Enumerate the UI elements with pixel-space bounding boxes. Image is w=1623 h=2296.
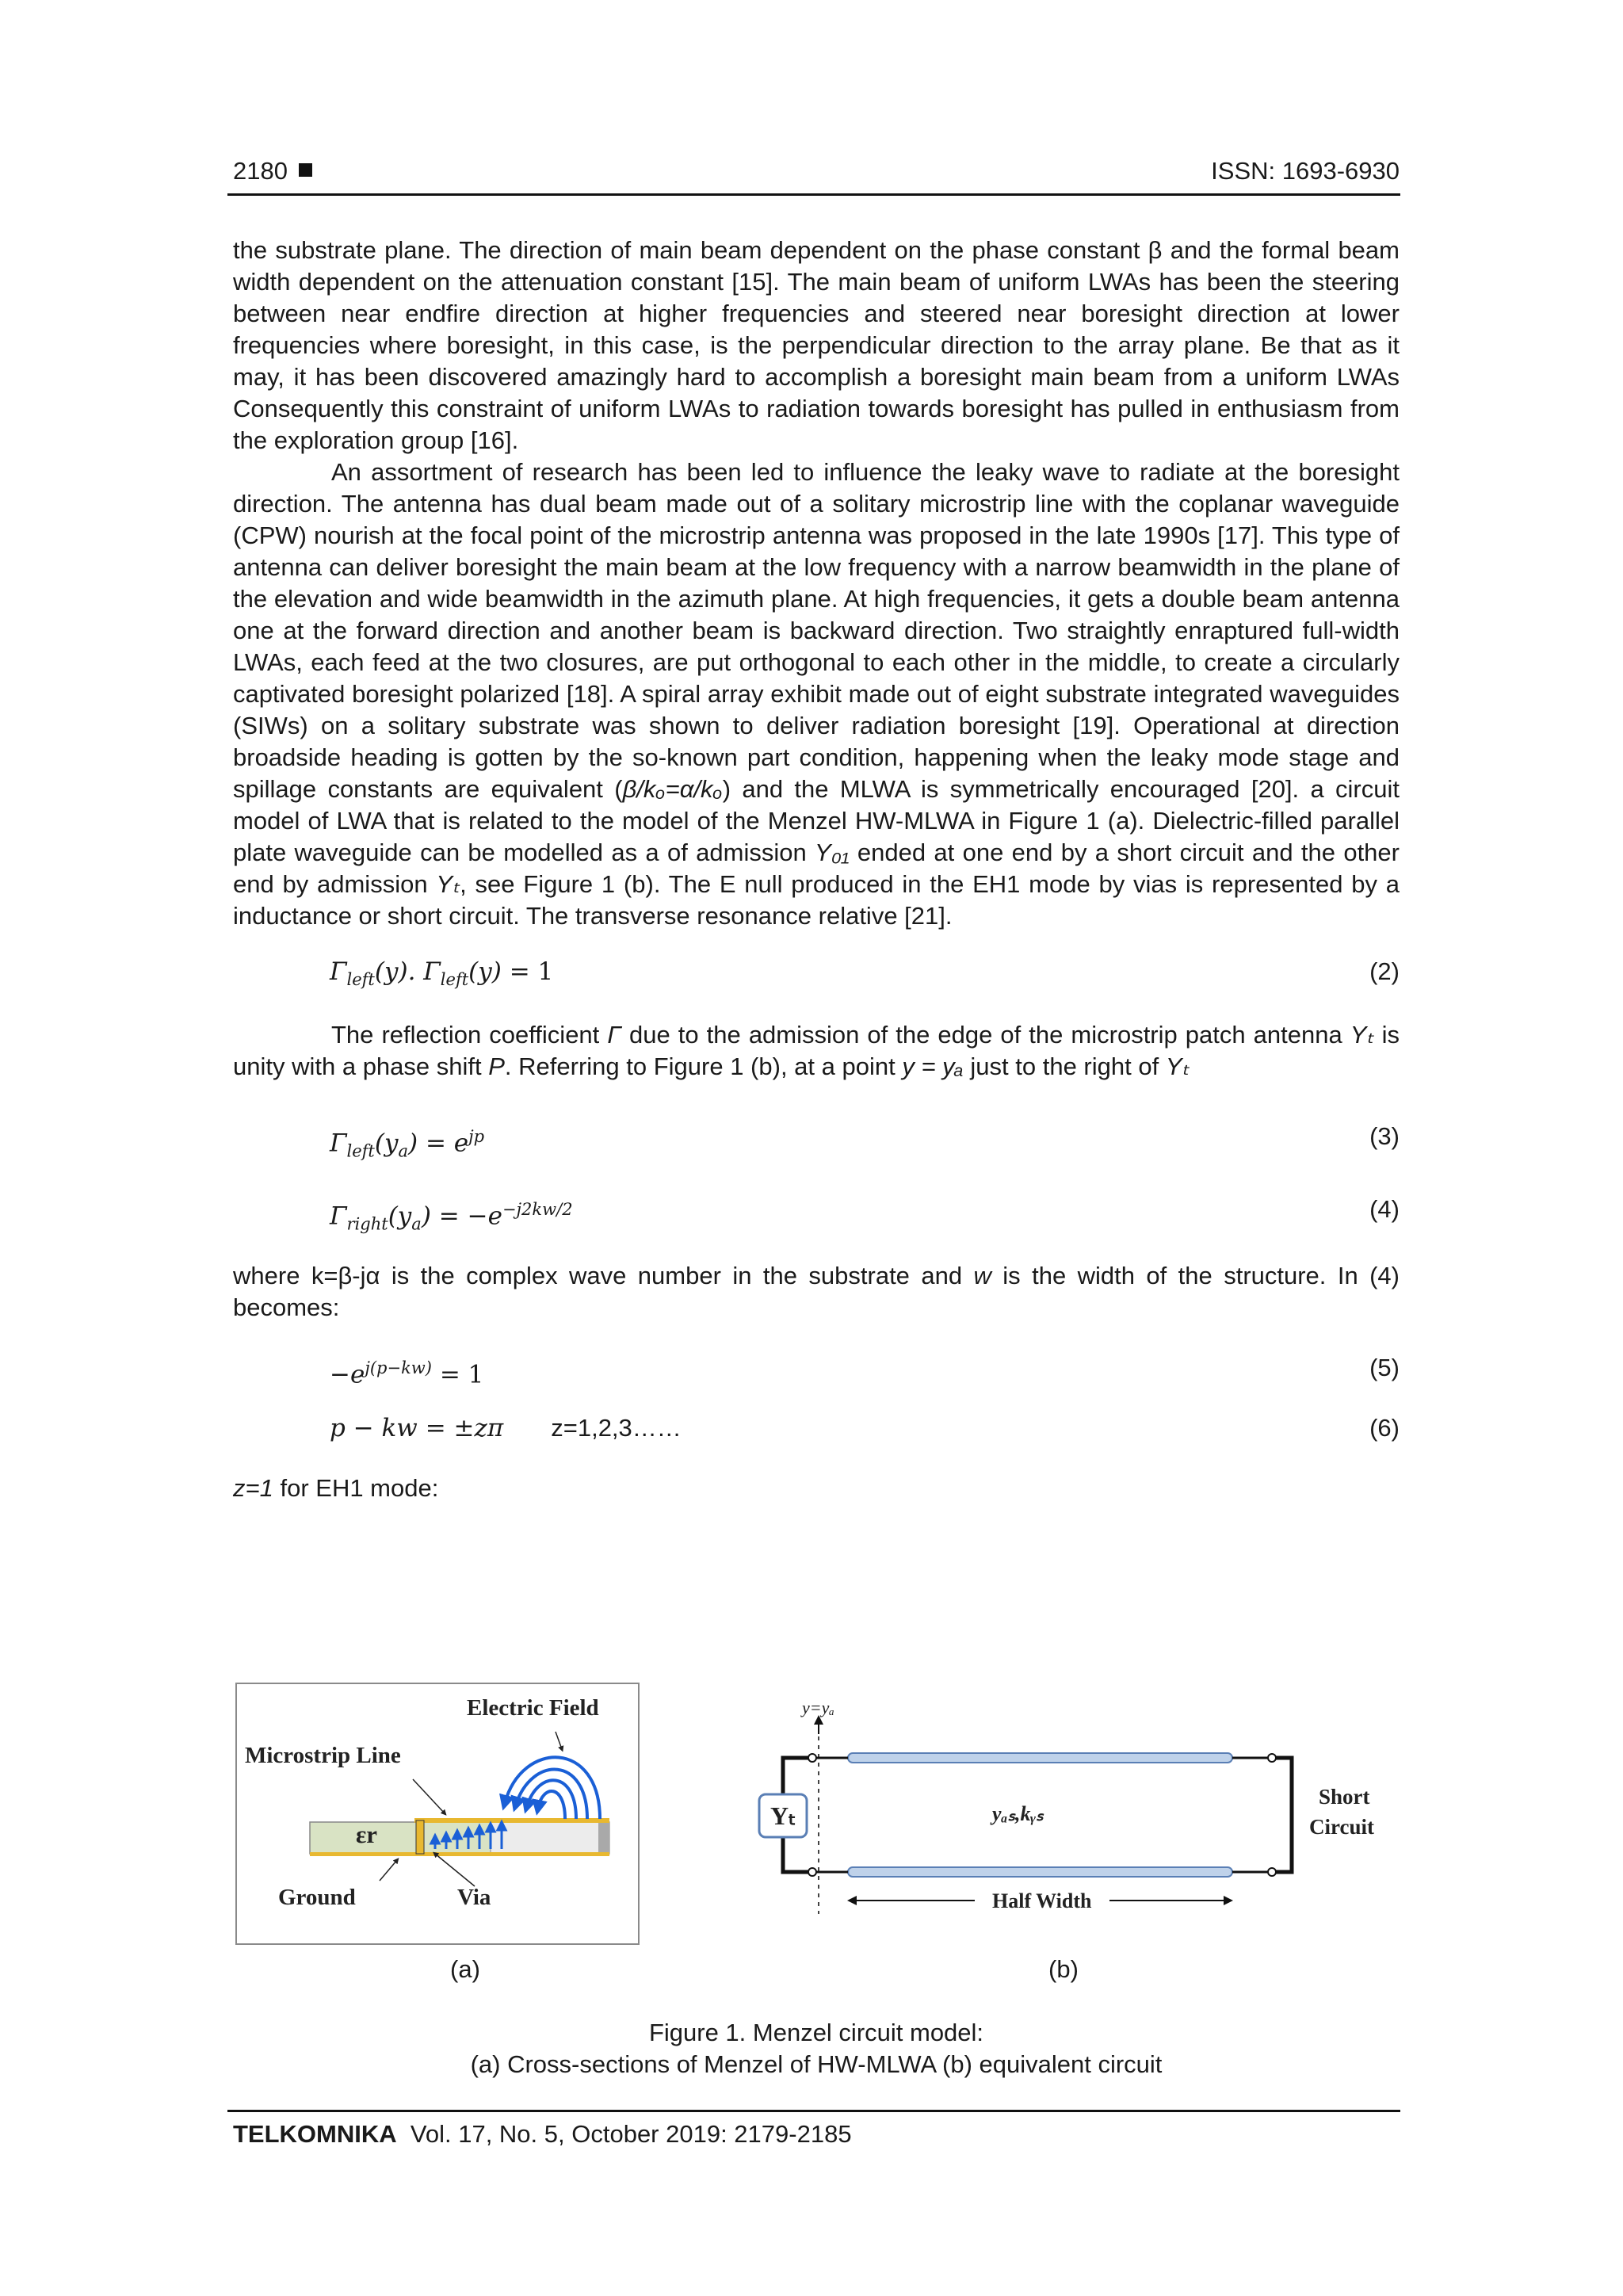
paragraph-4 <box>233 1260 1400 1324</box>
label-pointers <box>380 1732 562 1886</box>
equation-6-range: z=1,2,3…… <box>551 1414 682 1442</box>
equation-3-expression: $\Gamma_{left}(y_a) = e^{jp}$ <box>330 1127 485 1161</box>
p3-text-c: is unity with a phase shift <box>233 1021 1400 1080</box>
label-short: Short <box>1319 1785 1370 1809</box>
journal-details: Vol. 17, No. 5, October 2019: 2179-2185 <box>410 2120 852 2148</box>
paragraph-1 <box>233 235 1400 457</box>
equation-6-number: (6) <box>1369 1414 1400 1442</box>
label-epsilon: εr <box>356 1820 378 1848</box>
substrate-right <box>491 1822 609 1854</box>
header-rule <box>227 193 1400 196</box>
equation-3-number: (3) <box>1369 1122 1400 1150</box>
label-microstrip-line: Microstrip Line <box>245 1743 401 1768</box>
paragraph-1-text: the substrate plane. The direction of main beam dependent on the phase constant β and the formal beam width dependent on the attenuation constant [15]. The main beam of uniform LWAs has been the steering between near endfire direction at higher frequencies and steered near boresight direction at lower frequencies where boresight, in this case, is the perpendicular direction to the array plane. Be that as it may, it has been discovered amazingly hard to accomplish a boresight main beam from a uniform LWAs Consequently this constraint of uniform LWAs to radiation towards boresight has pulled in enthusiasm from the exploration group [16]. <box>233 236 1400 454</box>
equation-2 <box>233 956 1400 988</box>
paragraph-3 <box>233 1019 1400 1083</box>
paragraph-5 <box>233 1473 1400 1504</box>
bottom-plate <box>848 1867 1232 1877</box>
label-center: yₐₛ,kᵧₛ <box>992 1802 1044 1825</box>
label-via: Via <box>457 1885 491 1910</box>
p3-text-e: just to the right of <box>963 1052 1166 1080</box>
paragraph-2 <box>233 457 1400 932</box>
body-text <box>233 235 1400 1504</box>
ground-plane <box>310 1852 609 1856</box>
equation-4-number: (4) <box>1369 1195 1400 1223</box>
equation-5-expression: $-e^{j(p-kw)} = 1$ <box>330 1358 484 1389</box>
label-half-width: Half Width <box>992 1889 1092 1912</box>
p2-text-d: , see Figure 1 (b). The E null produced in the EH1 mode by vias is represented by a inductance or short circuit. The transverse resonance relative [21]. <box>233 870 1400 930</box>
p3-text-a: The reflection coefficient <box>331 1021 608 1049</box>
equation-5 <box>233 1352 1400 1389</box>
equation-2-number: (2) <box>1369 957 1400 985</box>
substrate <box>310 1822 494 1854</box>
p2-text-b: ) and the MLWA is symmetrically encouraged [20]. a circuit model of LWA that is related to the model of the Menzel HW-MLWA in Figure 1 (a). Dielectric-filled parallel plate waveguide can be modelled as a of admission <box>233 775 1400 866</box>
p3-yt: Yₜ <box>1350 1021 1374 1049</box>
p5-z: z=1 <box>233 1474 273 1502</box>
journal-name: TELKOMNIKA <box>233 2120 397 2148</box>
issn: ISSN: 1693-6930 <box>1211 157 1400 185</box>
equation-4 <box>233 1194 1400 1234</box>
p3-text-b: due to the admission of the edge of the microstrip patch antenna <box>621 1021 1350 1049</box>
p3-p: P <box>488 1052 505 1080</box>
p3-text-d: . Referring to Figure 1 (b), at a point <box>504 1052 903 1080</box>
equation-2-expression: $\Gamma_{left}(y)$. $\Gamma_{left}(y) = 1$ <box>330 957 554 990</box>
radiating-field-arcs <box>505 1757 600 1819</box>
label-yt: Yₜ <box>770 1801 796 1830</box>
p2-text-a: An assortment of research has been led to influence the leaky wave to radiate at the boresight direction. The antenna has dual beam made out of a solitary microstrip line with the coplanar waveguide (CPW) nourish at the focal point of the microstrip antenna was proposed in the late 1990s [17]. This type of antenna can deliver boresight the main beam at the low frequency with a narrow beamwidth in the plane of the elevation and wide beamwidth in the azimuth plane. At high frequencies, it gets a double beam antenna one at the forward direction and another beam is backward direction. Two straightly enraptured full-width LWAs, each feed at the two closures, are put orthogonal to each other in the middle, to create a circularly captivated boresight polarized [18]. A spiral array exhibit made out of eight substrate integrated waveguides (SIWs) on a solitary substrate was shown to deliver radiation boresight [19]. Operational at direction broadside heading is gotten by the so-known part condition, happening when the leaky mode stage and spillage constants are equivalent ( <box>233 458 1400 803</box>
p4-text-a: where k=β-jα is the complex wave number in the substrate and <box>233 1262 974 1289</box>
page-number-group <box>233 155 312 187</box>
p2-y01: Y₀₁ <box>815 839 850 866</box>
page-number: 2180 <box>233 157 288 185</box>
label-ground: Ground <box>278 1885 356 1910</box>
figure-a <box>235 1683 640 1945</box>
footer-rule <box>227 2110 1400 2112</box>
p5-text-b: for EH1 mode: <box>273 1474 439 1502</box>
label-electric-field: Electric Field <box>467 1695 599 1721</box>
top-plate <box>848 1753 1232 1763</box>
via <box>416 1820 424 1854</box>
figure-caption-line-2: (a) Cross-sections of Menzel of HW-MLWA (b) equivalent circuit <box>470 2050 1163 2078</box>
figure-b <box>737 1696 1395 1934</box>
p3-yt2: Yₜ <box>1165 1052 1190 1080</box>
equation-6-expression: p − kw = ±zπ z=1,2,3…… <box>330 1414 682 1442</box>
equation-3 <box>233 1121 1400 1161</box>
p4-text-b: is the width of the structure. In (4) becomes: <box>233 1262 1400 1321</box>
p2-text-c: ended at one end by a short circuit and the other end by admission <box>233 839 1400 898</box>
p2-ratio: β/kₒ=α/kₒ <box>622 775 723 803</box>
microstrip-metal <box>414 1818 609 1823</box>
figure-caption-line-1: Figure 1. Menzel circuit model: <box>648 2019 984 2046</box>
p4-w: w <box>973 1262 991 1289</box>
equation-4-expression: $\Gamma_{right}(y_a) = -e^{-j2kw/2}$ <box>330 1200 573 1234</box>
equation-5-number: (5) <box>1369 1354 1400 1381</box>
square-bullet-icon <box>299 163 312 177</box>
side-wall <box>598 1822 609 1854</box>
figure-a-sublabel: (a) <box>450 1955 480 1983</box>
figure-b-sublabel: (b) <box>1048 1955 1079 1983</box>
equation-6 <box>233 1412 1400 1444</box>
label-y-equals-ya: y=yₐ <box>802 1698 834 1717</box>
label-circuit: Circuit <box>1309 1815 1374 1839</box>
page-header <box>233 155 1400 193</box>
page-footer <box>233 2118 852 2150</box>
p2-yt: Yₜ <box>436 870 460 898</box>
p3-y: y = yₐ <box>902 1052 964 1080</box>
p3-gamma: Γ <box>607 1021 622 1049</box>
